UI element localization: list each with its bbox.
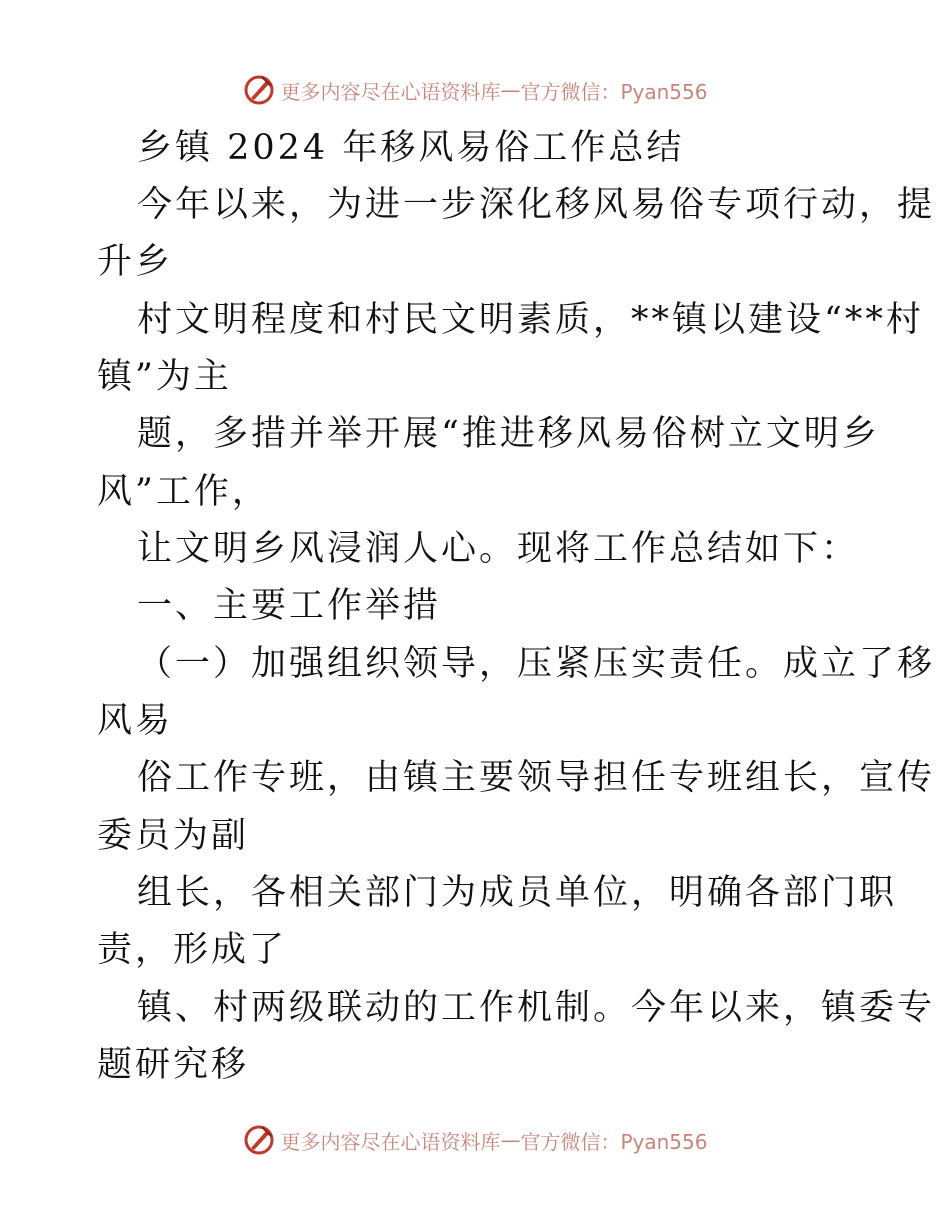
watermark-contact: 官方微信：Pyan556	[520, 79, 708, 104]
paragraph-line: 镇、村两级联动的工作机制。今年以来，镇委专	[137, 988, 936, 1028]
header-watermark	[0, 70, 950, 110]
watermark-text: 更多内容尽在心语资料库	[280, 79, 501, 104]
paragraph-line: 今年以来，为进一步深化移风易俗专项行动，提	[137, 185, 936, 225]
quill-pen-circle-icon	[242, 73, 276, 107]
paragraph-line: 村文明程度和村民文明素质，**镇以建设“**村	[137, 300, 924, 340]
paragraph-line: 升乡	[97, 242, 174, 282]
paragraph-line: （一）加强组织领导，压紧压实责任。成立了移	[137, 644, 936, 684]
watermark-text: 更多内容尽在心语资料库	[280, 1129, 501, 1154]
paragraph-line: 俗工作专班，由镇主要领导担任专班组长，宣传	[137, 758, 936, 798]
watermark-separator: —	[500, 1128, 521, 1152]
paragraph-line: 镇”为主	[97, 357, 232, 397]
paragraph-line: 风易	[97, 701, 174, 741]
document-title: 乡镇 2024 年移风易俗工作总结	[137, 128, 685, 168]
paragraph-line: 组长，各相关部门为成员单位，明确各部门职	[137, 873, 898, 913]
watermark-contact: 官方微信：Pyan556	[520, 1129, 708, 1154]
footer-watermark	[0, 1120, 950, 1160]
paragraph-line: 题研究移	[97, 1045, 250, 1085]
watermark-separator: —	[500, 78, 521, 102]
paragraph-line: 委员为副	[97, 816, 250, 856]
paragraph-line: 责，形成了	[97, 930, 288, 970]
section-heading: 一、主要工作举措	[137, 586, 442, 626]
quill-pen-circle-icon	[242, 1123, 276, 1157]
paragraph-line: 题，多措并举开展“推进移风易俗树立文明乡	[137, 414, 880, 454]
paragraph-line: 让文明乡风浸润人心。现将工作总结如下：	[137, 529, 860, 569]
paragraph-line: 风”工作，	[97, 472, 270, 512]
